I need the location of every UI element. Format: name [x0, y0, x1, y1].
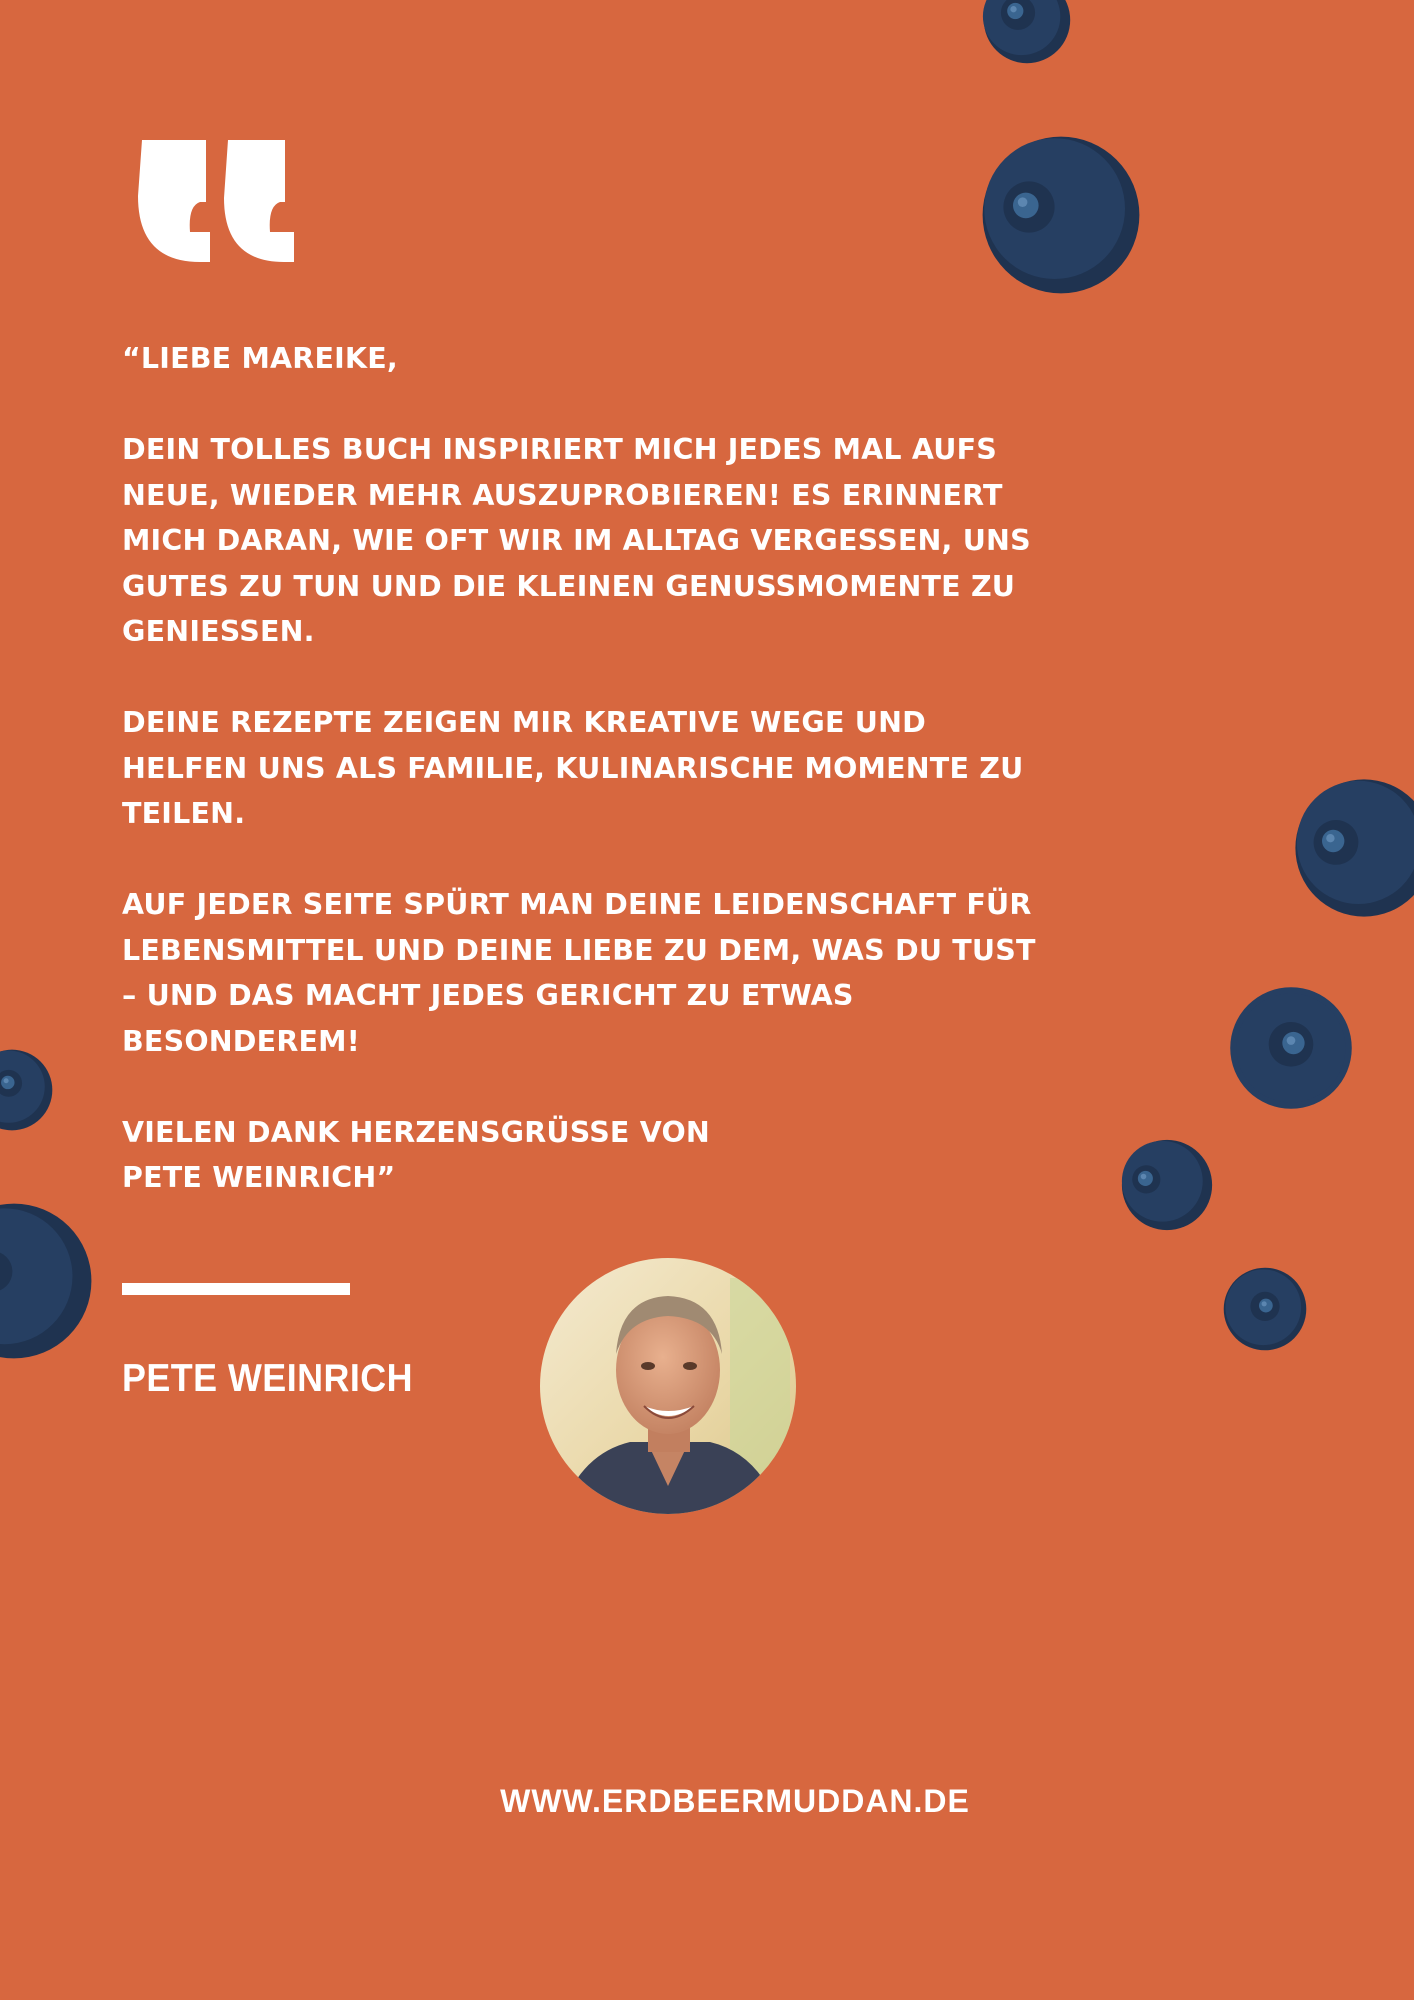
blueberry-decoration-icon: [980, 135, 1142, 295]
author-name: PETE WEINRICH: [122, 1357, 414, 1400]
closing-signature: PETE WEINRICH”: [122, 1161, 396, 1194]
quote-salutation: “LIEBE MAREIKE,: [122, 342, 398, 375]
blueberry-decoration-icon: [982, 0, 1072, 65]
website-url[interactable]: WWW.ERDBEERMUDDAN.DE: [500, 1783, 970, 1819]
blueberry-decoration-icon: [0, 1202, 94, 1360]
divider-line: [122, 1283, 350, 1295]
blueberry-decoration-icon: [0, 1048, 54, 1132]
blueberry-decoration-icon: [1120, 1138, 1214, 1232]
author-avatar: [540, 1258, 796, 1514]
blueberry-decoration-icon: [1222, 1266, 1308, 1352]
quote-paragraph: DEIN TOLLES BUCH INSPIRIERT MICH JEDES MAL AUFS NEUE, WIEDER MEHR AUSZUPROBIEREN! ES ERINNERT MICH DARAN, WIE OFT WIR IM ALLTAG VERGESSEN, UNS GUTES ZU TUN UND DIE KLEINEN GENUSSMOMENTE ZU GENIESSEN.: [122, 433, 1031, 648]
blueberry-decoration-icon: [1294, 778, 1414, 918]
quote-closing: [122, 1110, 1042, 1201]
double-quote-icon: [138, 140, 296, 262]
closing-line: VIELEN DANK HERZENSGRÜSSE VON: [122, 1115, 710, 1149]
portrait-photo: [540, 1258, 796, 1514]
quote-paragraph: AUF JEDER SEITE SPÜRT MAN DEINE LEIDENSCHAFT FÜR LEBENSMITTEL UND DEINE LIEBE ZU DEM, WAS DU TUST – UND DAS MACHT JEDES GERICHT ZU ETWAS BESONDEREM!: [122, 888, 1036, 1058]
quote-paragraph: DEINE REZEPTE ZEIGEN MIR KREATIVE WEGE UND HELFEN UNS ALS FAMILIE, KULINARISCHE MOMENTE ZU TEILEN.: [122, 706, 1024, 830]
testimonial-quote: [122, 336, 1042, 1201]
blueberry-decoration-icon: [1228, 986, 1354, 1110]
